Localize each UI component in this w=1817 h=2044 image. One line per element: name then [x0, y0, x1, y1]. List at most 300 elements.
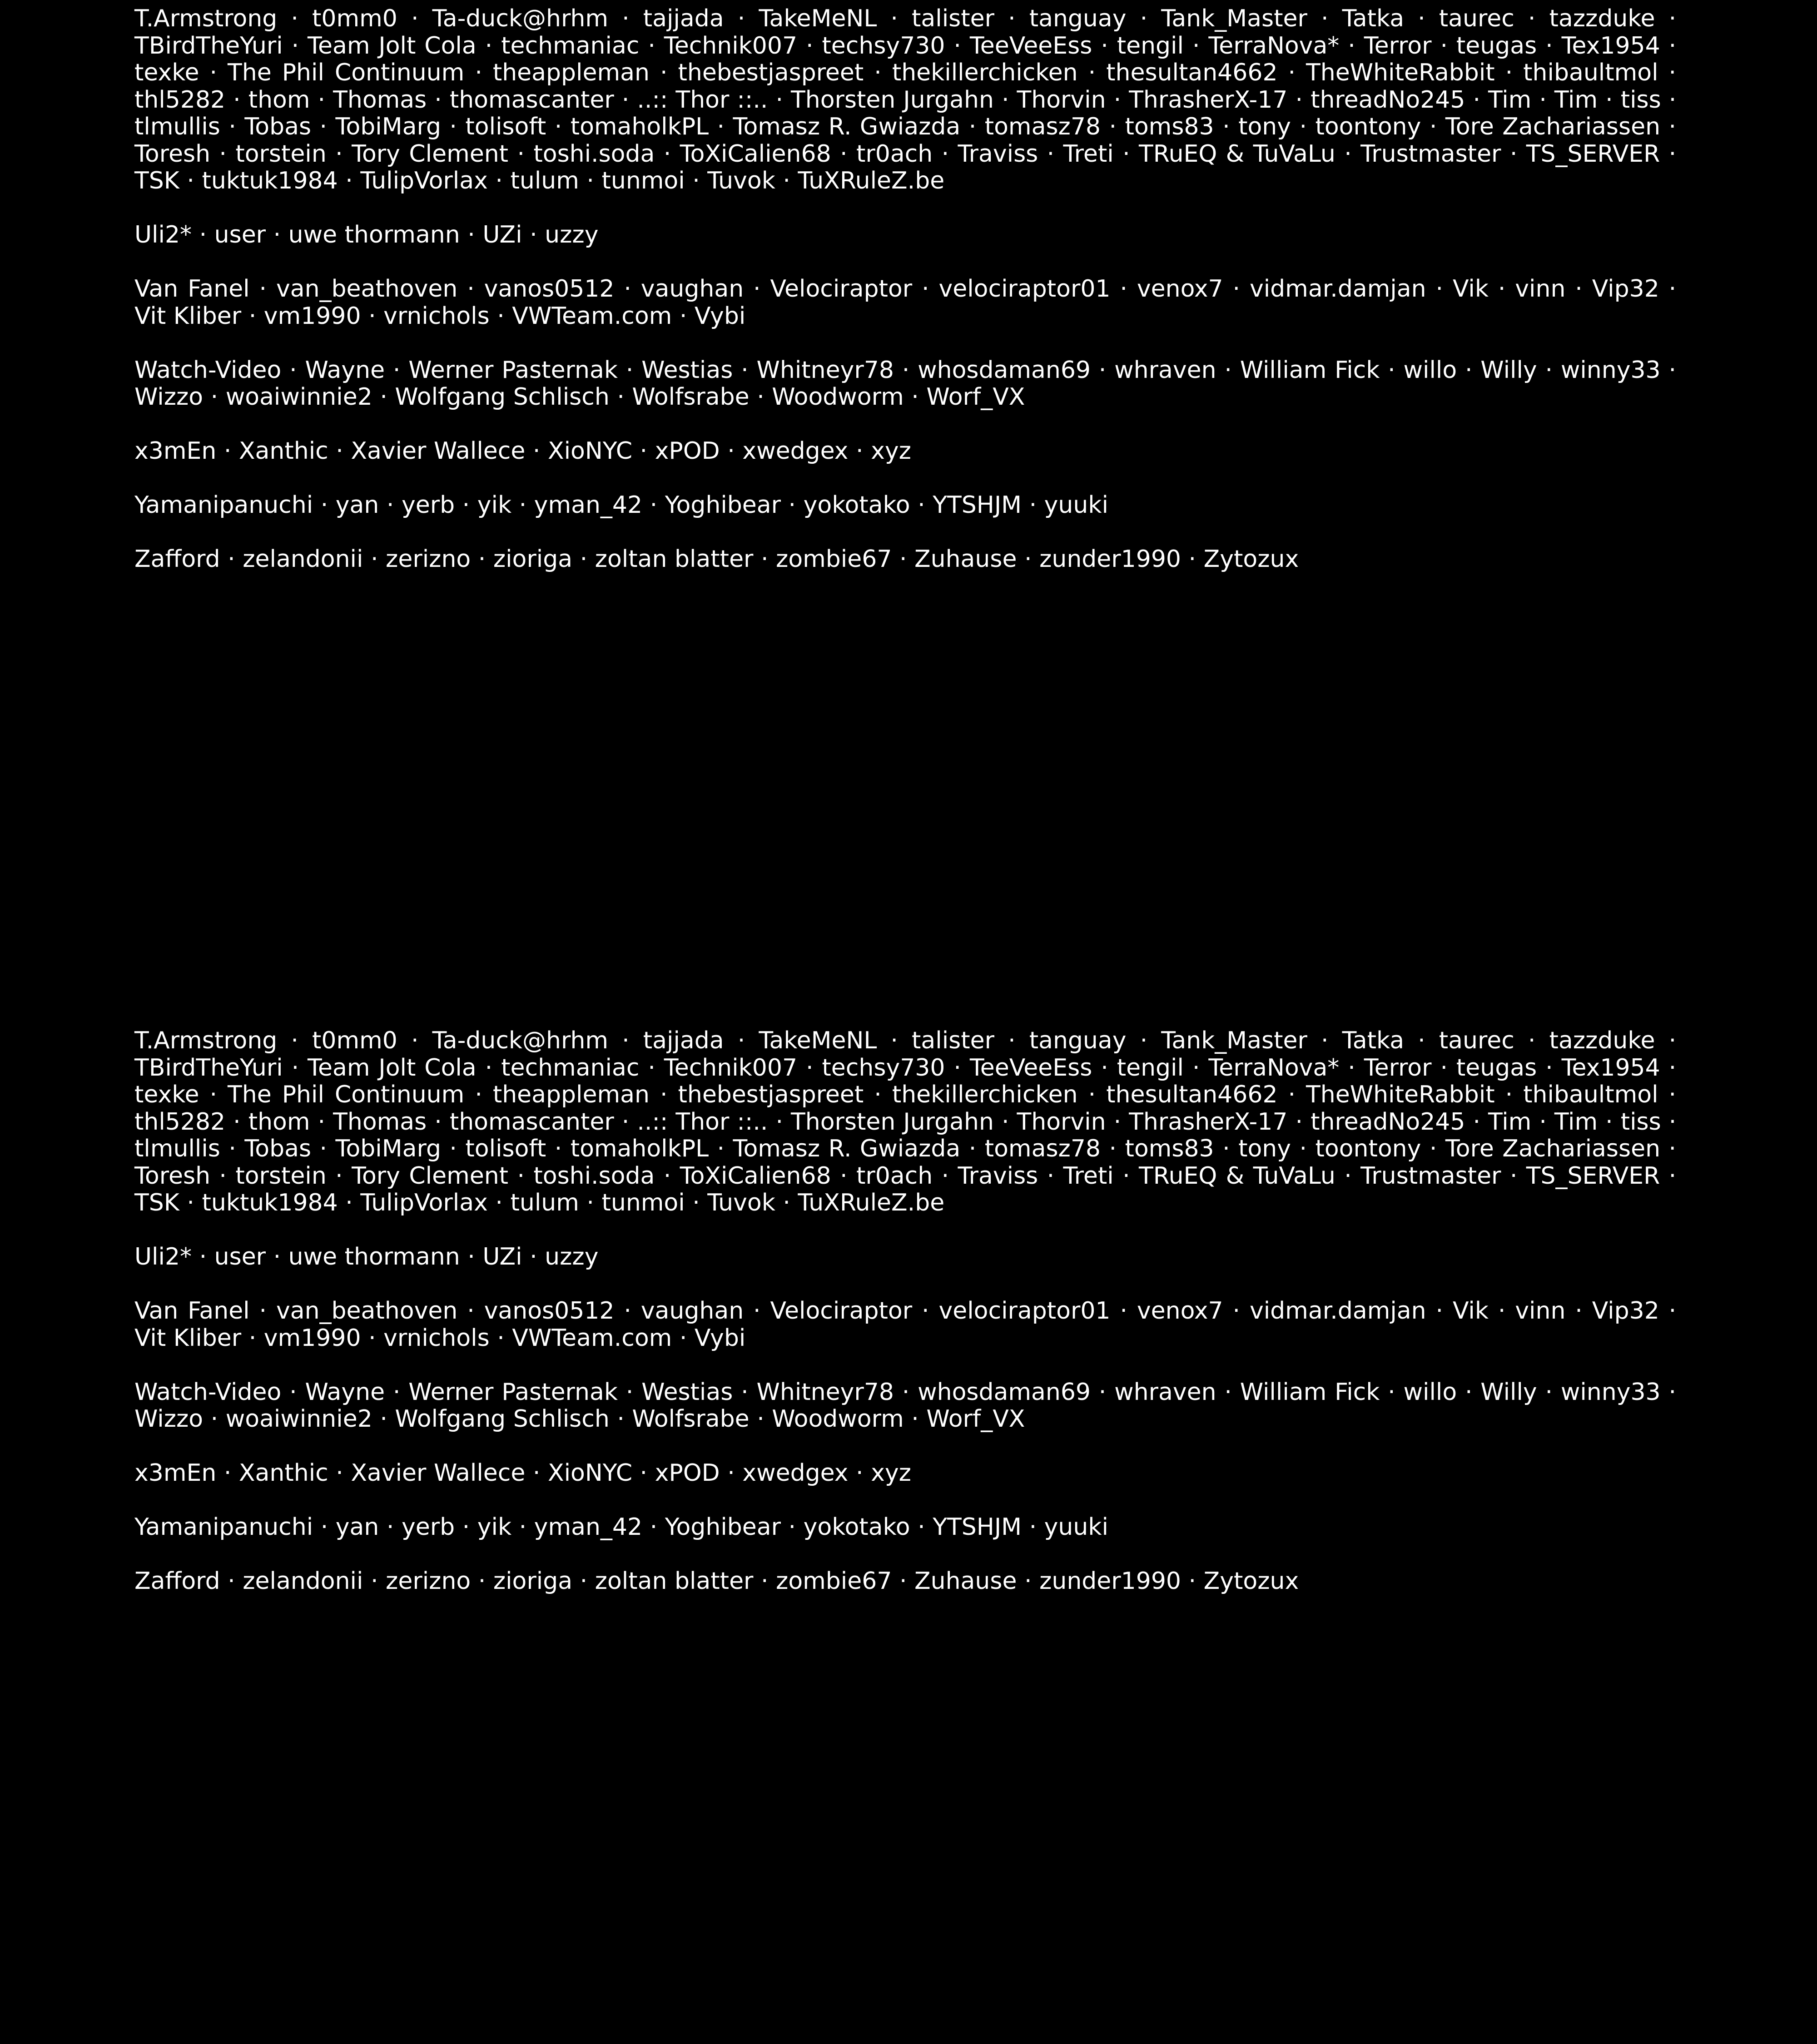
- contributor-name: tulum: [510, 1189, 579, 1216]
- contributor-name: toontony: [1315, 1135, 1421, 1162]
- contributor-name: yokotako: [803, 1513, 910, 1541]
- contributor-name: Yoghibear: [665, 1513, 781, 1541]
- name-separator: ·: [1473, 86, 1481, 114]
- contributor-name: threadNo245: [1311, 1108, 1465, 1136]
- contributor-name: thebestjaspreet: [678, 59, 864, 86]
- name-separator: ·: [1140, 5, 1148, 32]
- contributor-name: thomascanter: [449, 1108, 614, 1136]
- contributor-name: VWTeam.com: [512, 302, 672, 330]
- contributor-name: Vip32: [1592, 1297, 1659, 1325]
- contributor-name: thebestjaspreet: [678, 1081, 864, 1108]
- name-separator: ·: [650, 491, 658, 519]
- name-separator: ·: [1224, 356, 1232, 384]
- name-separator: ·: [223, 1459, 232, 1487]
- name-separator: ·: [1668, 113, 1677, 140]
- contributor-name: TBirdTheYuri: [134, 32, 283, 60]
- name-separator: ·: [199, 1243, 207, 1270]
- contributor-name: Zafford: [134, 1568, 220, 1595]
- name-separator: ·: [368, 1324, 376, 1352]
- name-separator: ·: [890, 1027, 898, 1054]
- contributor-name: uzzy: [545, 1243, 599, 1270]
- name-separator: ·: [737, 1027, 745, 1054]
- name-separator: ·: [660, 1081, 668, 1108]
- name-separator: ·: [1429, 113, 1437, 140]
- name-separator: ·: [1668, 1297, 1677, 1325]
- name-separator: ·: [1029, 1513, 1037, 1541]
- name-separator: ·: [1321, 5, 1329, 32]
- name-separator: ·: [1545, 1054, 1553, 1082]
- name-separator: ·: [228, 113, 236, 140]
- contributor-name: Tex1954: [1561, 1054, 1660, 1082]
- name-separator: ·: [805, 1054, 814, 1082]
- name-separator: ·: [899, 546, 907, 573]
- contributor-name: tiss: [1620, 1108, 1661, 1136]
- name-separator: ·: [1047, 140, 1055, 168]
- name-separator: ·: [1668, 1081, 1677, 1108]
- name-separator: ·: [345, 167, 353, 194]
- contributor-name: Vit Kliber: [134, 1324, 242, 1352]
- contributor-name: winny33: [1560, 1378, 1661, 1406]
- name-separator: ·: [1668, 59, 1677, 86]
- name-separator: ·: [1668, 5, 1677, 32]
- name-separator: ·: [840, 140, 848, 168]
- contributor-name: threadNo245: [1311, 86, 1465, 114]
- name-separator: ·: [1509, 140, 1518, 168]
- name-separator: ·: [580, 1568, 588, 1595]
- name-separator: ·: [624, 1297, 631, 1325]
- contributor-name: torstein: [235, 140, 327, 168]
- name-separator: ·: [727, 437, 735, 465]
- contributor-name: Zuhause: [914, 546, 1017, 573]
- credits-list: [134, 5, 1676, 600]
- name-separator: ·: [497, 1324, 505, 1352]
- contributor-name: xyz: [871, 1459, 911, 1487]
- contributor-name: T.Armstrong: [134, 1027, 278, 1054]
- contributor-name: thekillerchicken: [892, 1081, 1078, 1108]
- contributor-name: Vik: [1452, 1297, 1489, 1325]
- contributor-name: theappleman: [492, 59, 650, 86]
- name-separator: ·: [1668, 1378, 1676, 1406]
- name-separator: ·: [874, 59, 882, 86]
- contributor-name: tomasz78: [984, 1135, 1101, 1162]
- name-separator: ·: [1668, 275, 1677, 303]
- contributor-name: zombie67: [776, 1568, 892, 1595]
- name-separator: ·: [1299, 1135, 1307, 1162]
- contributor-name: Tank_Master: [1161, 5, 1307, 32]
- contributor-name: yik: [477, 1513, 512, 1541]
- contributor-name: tony: [1238, 113, 1291, 140]
- name-separator: ·: [449, 113, 457, 140]
- name-separator: ·: [475, 1081, 482, 1108]
- contributor-name: Worf_VX: [926, 1405, 1025, 1433]
- contributor-name: tlmullis: [134, 1135, 220, 1162]
- name-separator: ·: [1008, 5, 1016, 32]
- contributor-name: taurec: [1439, 5, 1514, 32]
- contributor-name: TakeMeNL: [759, 1027, 877, 1054]
- contributor-name: Tank_Master: [1161, 1027, 1307, 1054]
- contributor-name: tazzduke: [1549, 5, 1655, 32]
- credits-group-u: [134, 222, 1676, 249]
- contributor-name: tr0ach: [856, 140, 933, 168]
- contributor-name: zerizno: [386, 546, 471, 573]
- contributor-name: YTSHJM: [933, 1513, 1022, 1541]
- contributor-name: TobiMarg: [335, 113, 441, 140]
- name-separator: ·: [1498, 275, 1506, 303]
- contributor-name: William Fick: [1240, 356, 1380, 384]
- name-separator: ·: [1232, 275, 1241, 303]
- contributor-name: vaughan: [640, 1297, 744, 1325]
- name-separator: ·: [248, 302, 257, 330]
- name-separator: ·: [497, 302, 505, 330]
- contributor-name: Wolfgang Schlisch: [395, 1405, 610, 1433]
- contributor-name: yerb: [401, 491, 455, 519]
- contributor-name: Trustmaster: [1360, 1162, 1501, 1190]
- contributor-name: woaiwinnie2: [225, 383, 372, 411]
- name-separator: ·: [1668, 32, 1677, 60]
- credits-group-y: [134, 1514, 1676, 1541]
- name-separator: ·: [467, 1297, 475, 1325]
- name-separator: ·: [320, 1513, 328, 1541]
- name-separator: ·: [411, 1027, 419, 1054]
- name-separator: ·: [1575, 275, 1583, 303]
- contributor-name: TSK: [134, 167, 179, 194]
- contributor-name: uwe thormann: [288, 221, 460, 248]
- name-separator: ·: [199, 221, 207, 248]
- contributor-name: tulum: [510, 167, 579, 194]
- contributor-name: x3mEn: [134, 437, 217, 465]
- contributor-name: willo: [1403, 356, 1457, 384]
- contributor-name: Vip32: [1592, 275, 1659, 303]
- credits-group-t: [134, 5, 1676, 195]
- contributor-name: whraven: [1114, 1378, 1216, 1406]
- name-separator: ·: [617, 383, 625, 411]
- name-separator: ·: [953, 1054, 961, 1082]
- name-separator: ·: [1388, 1378, 1395, 1406]
- name-separator: ·: [757, 1405, 765, 1433]
- contributor-name: XioNYC: [547, 437, 632, 465]
- contributor-name: Xavier Wallece: [351, 1459, 526, 1487]
- contributor-name: tengil: [1117, 1054, 1184, 1082]
- name-separator: ·: [911, 1405, 919, 1433]
- name-separator: ·: [1473, 1108, 1481, 1136]
- contributor-name: van_beathoven: [276, 275, 458, 303]
- contributor-name: tuktuk1984: [202, 167, 338, 194]
- contributor-name: TS_SERVER: [1526, 1162, 1660, 1190]
- contributor-name: Thomas: [333, 1108, 427, 1136]
- contributor-name: winny33: [1560, 356, 1661, 384]
- contributor-name: Treti: [1063, 1162, 1114, 1190]
- contributor-name: thekillerchicken: [892, 59, 1078, 86]
- name-separator: ·: [1575, 1297, 1583, 1325]
- contributor-name: thomascanter: [449, 86, 614, 114]
- contributor-name: Technik007: [664, 1054, 798, 1082]
- name-separator: ·: [621, 1108, 630, 1136]
- name-separator: ·: [368, 302, 376, 330]
- contributor-name: Terror: [1364, 32, 1432, 60]
- contributor-name: Yoghibear: [665, 491, 781, 519]
- name-separator: ·: [783, 1189, 790, 1216]
- name-separator: ·: [273, 1243, 281, 1270]
- name-separator: ·: [757, 383, 765, 411]
- contributor-name: Velociraptor: [770, 1297, 913, 1325]
- contributor-name: Ta-duck@hrhm: [432, 1027, 609, 1054]
- name-separator: ·: [1545, 32, 1553, 60]
- contributor-name: taurec: [1439, 1027, 1514, 1054]
- contributor-name: tazzduke: [1549, 1027, 1655, 1054]
- contributor-name: Watch-Video: [134, 356, 282, 384]
- name-separator: ·: [554, 113, 562, 140]
- contributor-name: yuuki: [1044, 491, 1108, 519]
- name-separator: ·: [968, 113, 977, 140]
- contributor-name: ToXiCalien68: [680, 1162, 831, 1190]
- contributor-name: tunmoi: [601, 1189, 685, 1216]
- name-separator: ·: [1109, 1135, 1117, 1162]
- contributor-name: Xavier Wallece: [351, 437, 526, 465]
- contributor-name: tunmoi: [601, 167, 685, 194]
- name-separator: ·: [1001, 1108, 1009, 1136]
- name-separator: ·: [626, 356, 634, 384]
- name-separator: ·: [345, 1189, 353, 1216]
- contributor-name: Tuvok: [707, 1189, 775, 1216]
- name-separator: ·: [291, 5, 298, 32]
- credits-group-w: [134, 1379, 1676, 1433]
- contributor-name: tomaholkPL: [570, 113, 709, 140]
- contributor-name: Tex1954: [1561, 32, 1660, 60]
- name-separator: ·: [370, 546, 378, 573]
- contributor-name: techmaniac: [501, 32, 640, 60]
- name-separator: ·: [478, 546, 486, 573]
- name-separator: ·: [291, 1054, 299, 1082]
- name-separator: ·: [318, 86, 326, 114]
- credits-group-v: [134, 276, 1676, 330]
- name-separator: ·: [622, 5, 630, 32]
- contributor-name: Wayne: [305, 356, 385, 384]
- name-separator: ·: [1418, 1027, 1425, 1054]
- contributor-name: texke: [134, 1081, 199, 1108]
- name-separator: ·: [1440, 1054, 1448, 1082]
- contributor-name: T.Armstrong: [134, 5, 278, 32]
- name-separator: ·: [788, 1513, 796, 1541]
- name-separator: ·: [1418, 5, 1425, 32]
- name-separator: ·: [1435, 1297, 1444, 1325]
- contributor-name: tlmullis: [134, 113, 220, 140]
- name-separator: ·: [856, 437, 864, 465]
- name-separator: ·: [775, 1108, 783, 1136]
- name-separator: ·: [775, 86, 783, 114]
- name-separator: ·: [1008, 1027, 1016, 1054]
- name-separator: ·: [210, 383, 218, 411]
- name-separator: ·: [911, 383, 919, 411]
- name-separator: ·: [532, 1459, 541, 1487]
- contributor-name: zelandonii: [243, 1568, 363, 1595]
- name-separator: ·: [1344, 1162, 1352, 1190]
- contributor-name: thom: [248, 86, 310, 114]
- contributor-name: Vybi: [694, 1324, 746, 1352]
- name-separator: ·: [1024, 1568, 1032, 1595]
- contributor-name: Tomasz R. Gwiazda: [733, 1135, 961, 1162]
- name-separator: ·: [467, 1243, 475, 1270]
- name-separator: ·: [1088, 1081, 1096, 1108]
- name-separator: ·: [392, 1378, 401, 1406]
- contributor-name: yerb: [401, 1513, 455, 1541]
- name-separator: ·: [259, 275, 267, 303]
- contributor-name: teugas: [1456, 32, 1537, 60]
- contributor-name: UZi: [482, 221, 522, 248]
- contributor-name: uwe thormann: [288, 1243, 460, 1270]
- name-separator: ·: [856, 1459, 864, 1487]
- name-separator: ·: [485, 32, 493, 60]
- name-separator: ·: [370, 1568, 378, 1595]
- contributor-name: x3mEn: [134, 1459, 217, 1487]
- contributor-name: Toresh: [134, 140, 211, 168]
- contributor-name: zelandonii: [243, 546, 363, 573]
- name-separator: ·: [679, 302, 687, 330]
- name-separator: ·: [1047, 1162, 1055, 1190]
- name-separator: ·: [1668, 1054, 1677, 1082]
- name-separator: ·: [1232, 1297, 1241, 1325]
- name-separator: ·: [1668, 86, 1677, 114]
- name-separator: ·: [1388, 356, 1395, 384]
- name-separator: ·: [495, 167, 503, 194]
- name-separator: ·: [1465, 356, 1473, 384]
- name-separator: ·: [692, 1189, 700, 1216]
- contributor-name: Xanthic: [238, 437, 328, 465]
- name-separator: ·: [1344, 140, 1352, 168]
- name-separator: ·: [530, 221, 537, 248]
- contributor-name: Xanthic: [238, 1459, 328, 1487]
- contributor-name: TheWhiteRabbit: [1306, 59, 1495, 86]
- contributor-name: VWTeam.com: [512, 1324, 672, 1352]
- name-separator: ·: [1668, 356, 1676, 384]
- contributor-name: TSK: [134, 1189, 179, 1216]
- contributor-name: Tomasz R. Gwiazda: [733, 113, 961, 140]
- contributor-name: techmaniac: [501, 1054, 640, 1082]
- name-separator: ·: [289, 1378, 297, 1406]
- name-separator: ·: [1528, 1027, 1536, 1054]
- contributor-name: talister: [912, 5, 995, 32]
- contributor-name: thesultan4662: [1106, 1081, 1278, 1108]
- contributor-name: zoltan blatter: [595, 1568, 754, 1595]
- name-separator: ·: [741, 356, 749, 384]
- name-separator: ·: [291, 32, 299, 60]
- contributor-name: zombie67: [776, 546, 892, 573]
- name-separator: ·: [517, 1162, 525, 1190]
- name-separator: ·: [1222, 1135, 1230, 1162]
- name-separator: ·: [1440, 32, 1448, 60]
- name-separator: ·: [478, 1568, 486, 1595]
- contributor-name: TeeVeeEss: [969, 32, 1092, 60]
- contributor-name: Whitneyr78: [756, 1378, 894, 1406]
- credits-group-z: [134, 546, 1676, 573]
- contributor-name: yman_42: [534, 1513, 643, 1541]
- credits-group-x: [134, 438, 1676, 465]
- contributor-name: vanos0512: [484, 1297, 615, 1325]
- name-separator: ·: [233, 1108, 241, 1136]
- name-separator: ·: [1001, 86, 1009, 114]
- name-separator: ·: [663, 140, 671, 168]
- name-separator: ·: [223, 437, 232, 465]
- contributor-name: Wolfgang Schlisch: [395, 383, 610, 411]
- name-separator: ·: [319, 113, 328, 140]
- contributor-name: Woodworm: [772, 383, 904, 411]
- contributor-name: Tatka: [1342, 1027, 1405, 1054]
- contributor-name: Willy: [1480, 356, 1537, 384]
- name-separator: ·: [1295, 86, 1303, 114]
- contributor-name: yman_42: [534, 491, 643, 519]
- contributor-name: Yamanipanuchi: [134, 1513, 313, 1541]
- contributor-name: Tore Zachariassen: [1445, 113, 1661, 140]
- contributor-name: vinn: [1515, 275, 1566, 303]
- contributor-name: yan: [335, 1513, 379, 1541]
- name-separator: ·: [228, 546, 235, 573]
- name-separator: ·: [1605, 1108, 1613, 1136]
- name-separator: ·: [805, 32, 814, 60]
- name-separator: ·: [449, 1135, 457, 1162]
- name-separator: ·: [1140, 1027, 1148, 1054]
- contributor-name: Woodworm: [772, 1405, 904, 1433]
- contributor-name: Zafford: [134, 546, 220, 573]
- contributor-name: TheWhiteRabbit: [1306, 1081, 1495, 1108]
- contributor-name: tr0ach: [856, 1162, 933, 1190]
- contributor-name: talister: [912, 1027, 995, 1054]
- name-separator: ·: [530, 1243, 537, 1270]
- name-separator: ·: [228, 1568, 235, 1595]
- name-separator: ·: [335, 1162, 343, 1190]
- name-separator: ·: [233, 86, 241, 114]
- contributor-name: ..:: Thor ::..: [637, 86, 768, 114]
- name-separator: ·: [840, 1162, 848, 1190]
- contributor-name: zioriga: [493, 1568, 573, 1595]
- contributor-name: Thomas: [333, 86, 427, 114]
- name-separator: ·: [380, 1405, 387, 1433]
- credits-group-v: [134, 1298, 1676, 1352]
- name-separator: ·: [1545, 1378, 1553, 1406]
- contributor-name: Tim: [1554, 1108, 1598, 1136]
- contributor-name: TRuEQ & TuVaLu: [1139, 1162, 1335, 1190]
- name-separator: ·: [922, 1297, 929, 1325]
- contributor-name: xPOD: [655, 1459, 720, 1487]
- name-separator: ·: [1192, 32, 1200, 60]
- name-separator: ·: [1429, 1135, 1437, 1162]
- contributor-name: toshi.soda: [533, 140, 655, 168]
- contributor-name: toms83: [1125, 1135, 1214, 1162]
- contributor-name: tomaholkPL: [570, 1135, 709, 1162]
- contributor-name: yuuki: [1044, 1513, 1108, 1541]
- contributor-name: whosdaman69: [918, 356, 1091, 384]
- contributor-name: zunder1990: [1039, 546, 1181, 573]
- contributor-name: torstein: [235, 1162, 327, 1190]
- contributor-name: TakeMeNL: [759, 5, 877, 32]
- name-separator: ·: [660, 59, 668, 86]
- contributor-name: YTSHJM: [933, 491, 1022, 519]
- name-separator: ·: [918, 1513, 925, 1541]
- contributor-name: thom: [248, 1108, 310, 1136]
- name-separator: ·: [663, 1162, 671, 1190]
- name-separator: ·: [319, 1135, 328, 1162]
- contributor-name: tajjada: [643, 1027, 724, 1054]
- name-separator: ·: [1348, 32, 1355, 60]
- name-separator: ·: [219, 140, 227, 168]
- contributor-name: Tuvok: [707, 167, 775, 194]
- name-separator: ·: [753, 275, 761, 303]
- contributor-name: xwedgex: [742, 437, 849, 465]
- contributor-name: tiss: [1620, 86, 1661, 114]
- contributor-name: thibaultmol: [1523, 59, 1658, 86]
- name-separator: ·: [519, 491, 527, 519]
- name-separator: ·: [624, 275, 631, 303]
- name-separator: ·: [1498, 1297, 1506, 1325]
- credits-group-x: [134, 1460, 1676, 1487]
